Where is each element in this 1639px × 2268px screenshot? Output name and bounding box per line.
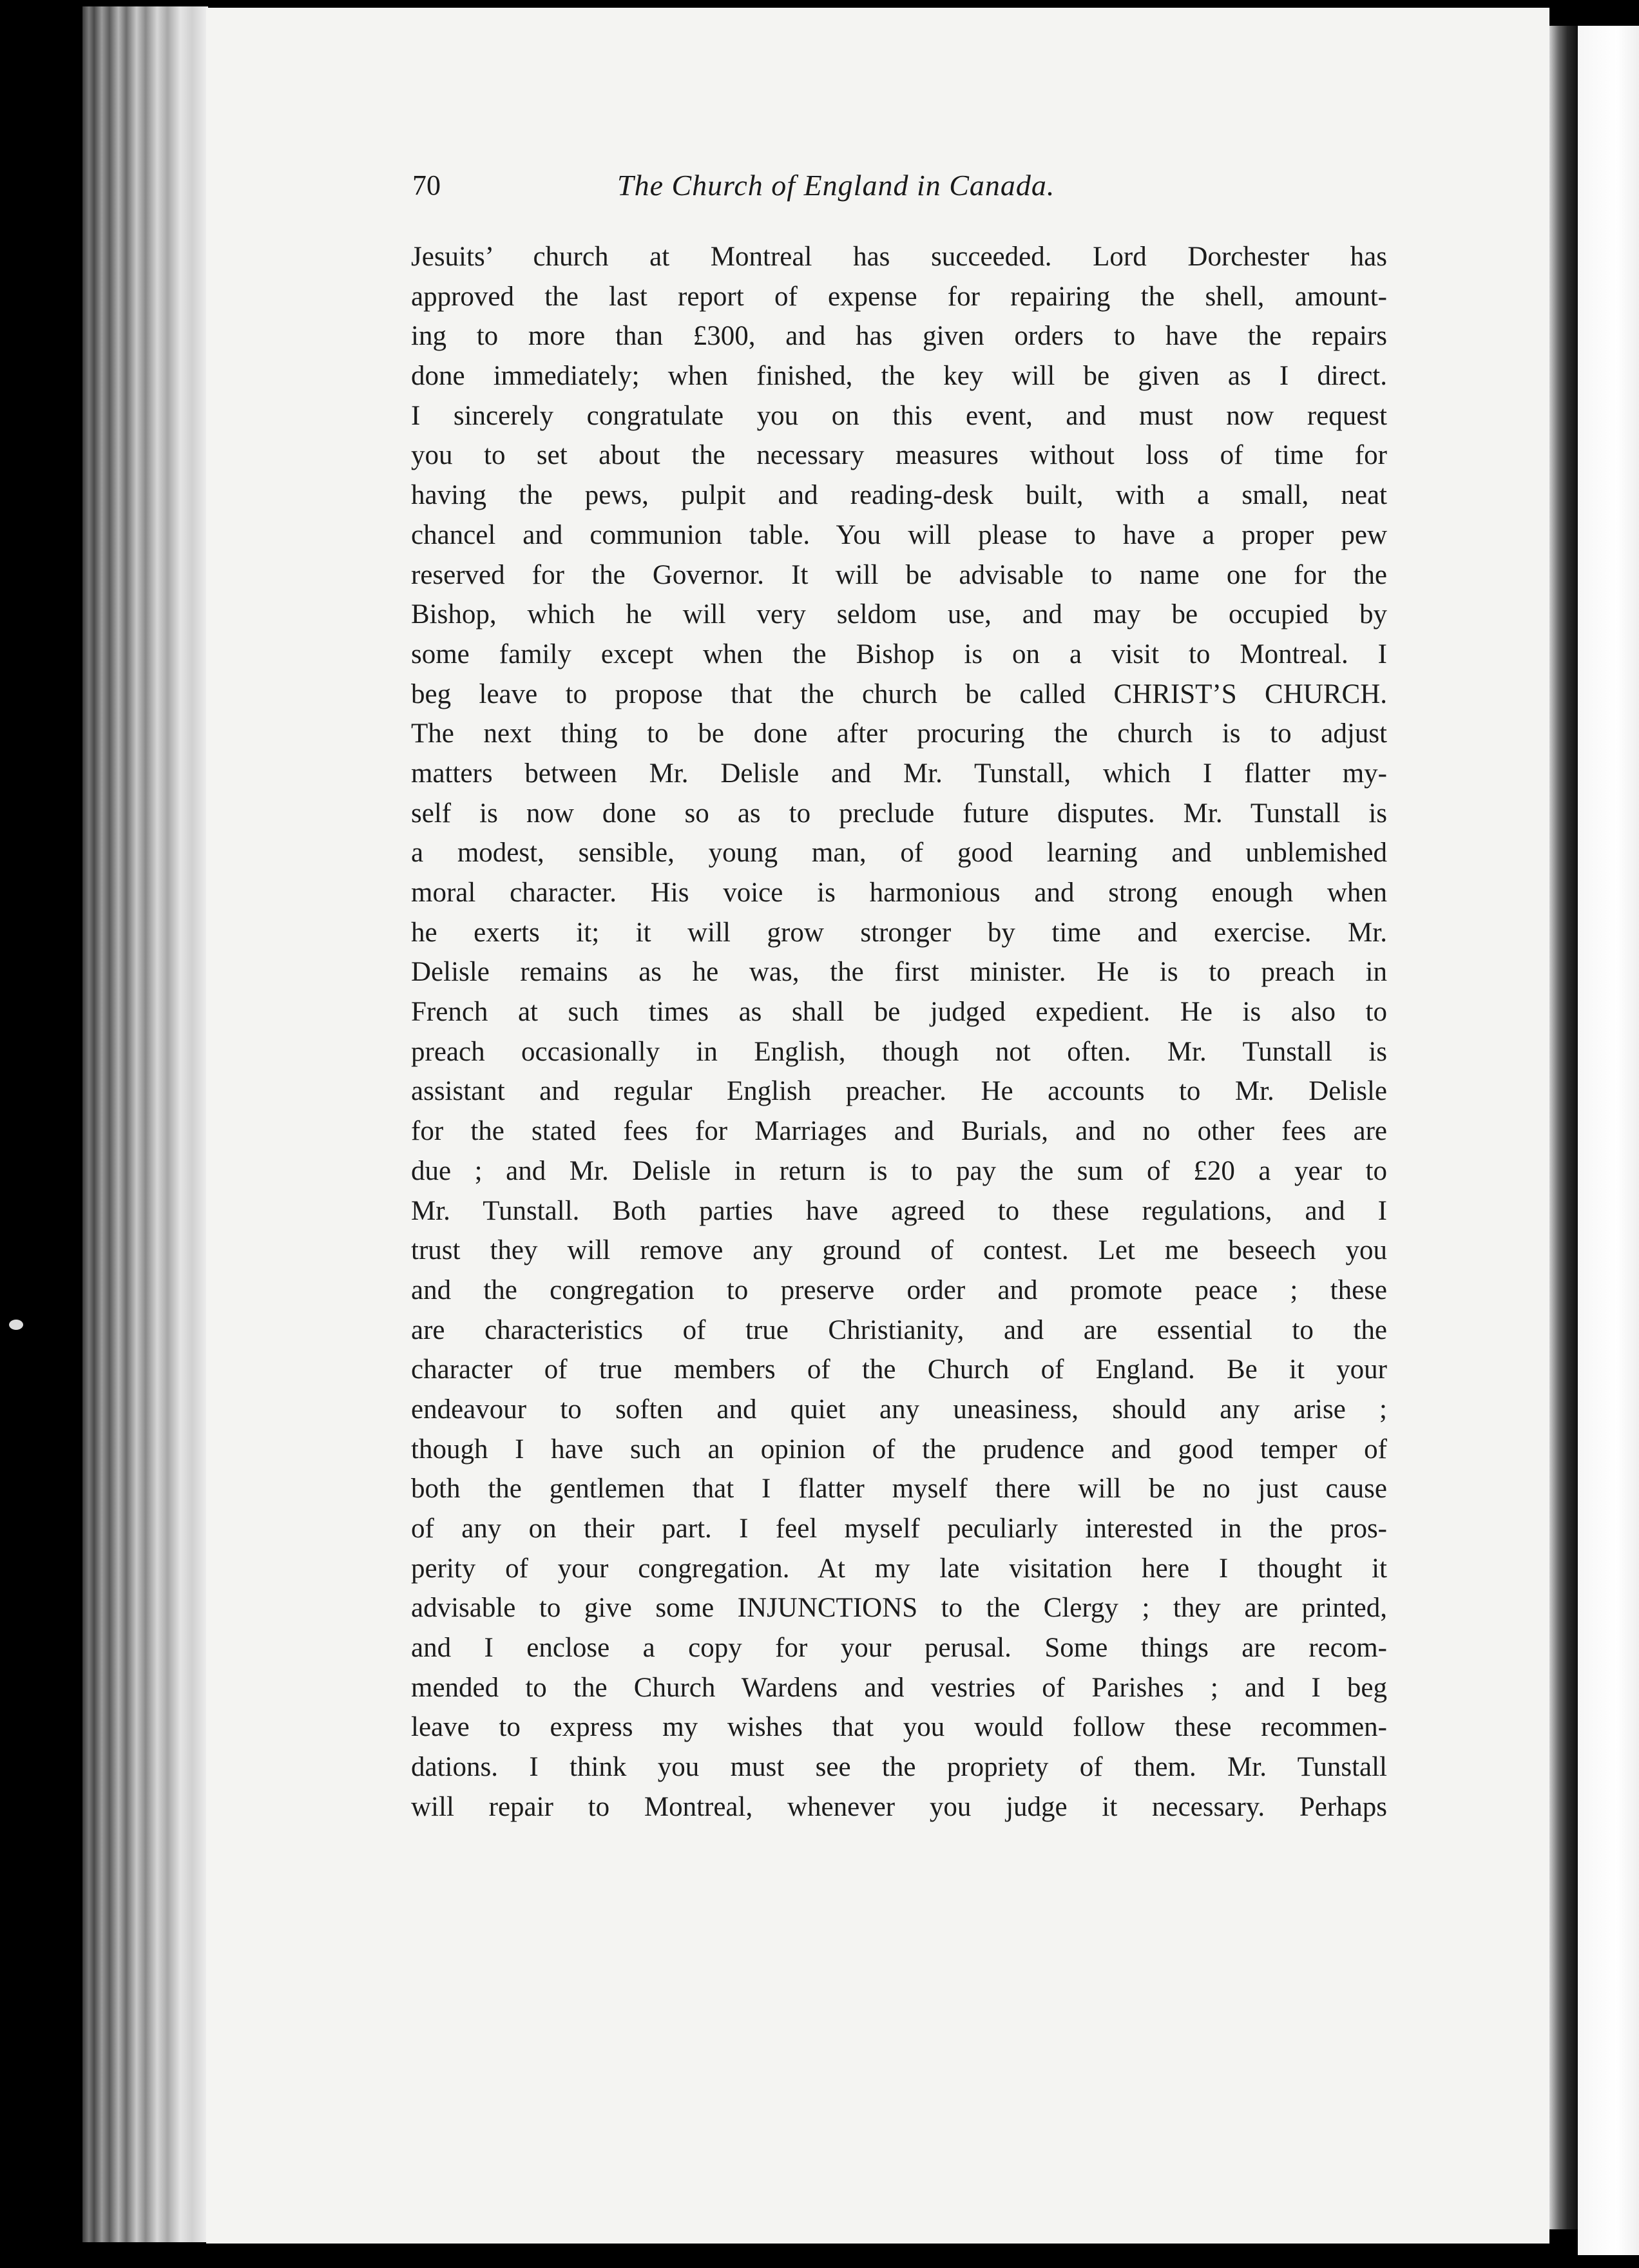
running-head: The Church of England in Canada.: [617, 169, 1055, 202]
text-line: having the pews, pulpit and reading-desk built, with a small, neat: [411, 480, 1387, 511]
body-text: [411, 237, 1387, 1827]
text-line: beg leave to propose that the church be called CHRIST’S CHURCH.: [411, 678, 1387, 709]
text-line: The next thing to be done after procuring the church is to adjust: [411, 718, 1387, 749]
text-line: though I have such an opinion of the prudence and good temper of: [411, 1434, 1387, 1465]
page-header: [412, 166, 1176, 218]
text-line: approved the last report of expense for repairing the shell, amount-: [411, 281, 1387, 312]
scan-artifact: [9, 1320, 23, 1330]
text-line: will repair to Montreal, whenever you judge it necessary. Perhaps: [411, 1791, 1387, 1822]
text-line: of any on their part. I feel myself peculiarly interested in the pros-: [411, 1514, 1387, 1544]
text-line: are characteristics of true Christianity, and are essential to the: [411, 1314, 1387, 1345]
text-line: endeavour to soften and quiet any uneasiness, should any arise ;: [411, 1394, 1387, 1425]
facing-page-edge: [1578, 26, 1639, 2255]
text-line: due ; and Mr. Delisle in return is to pay the sum of £20 a year to: [411, 1155, 1387, 1186]
text-line: advisable to give some INJUNCTIONS to the Clergy ; they are printed,: [411, 1593, 1387, 1624]
text-line: perity of your congregation. At my late visitation here I thought it: [411, 1553, 1387, 1584]
text-line: chancel and communion table. You will please to have a proper pew: [411, 519, 1387, 550]
text-line: I sincerely congratulate you on this event, and must now request: [411, 400, 1387, 431]
text-line: done immediately; when finished, the key will be given as I direct.: [411, 361, 1387, 392]
text-line: leave to express my wishes that you would follow these recommen-: [411, 1712, 1387, 1743]
text-line: trust they will remove any ground of contest. Let me beseech you: [411, 1235, 1387, 1266]
text-line: dations. I think you must see the propriety of them. Mr. Tunstall: [411, 1752, 1387, 1783]
text-line: preach occasionally in English, though not often. Mr. Tunstall is: [411, 1036, 1387, 1067]
text-line: moral character. His voice is harmonious and strong enough when: [411, 878, 1387, 908]
text-line: mended to the Church Wardens and vestries of Parishes ; and I beg: [411, 1672, 1387, 1703]
text-line: you to set about the necessary measures without loss of time for: [411, 440, 1387, 471]
text-line: he exerts it; it will grow stronger by time and exercise. Mr.: [411, 917, 1387, 948]
text-line: Jesuits’ church at Montreal has succeeded. Lord Dorchester has: [411, 242, 1387, 272]
text-line: assistant and regular English preacher. He accounts to Mr. Delisle: [411, 1076, 1387, 1107]
text-line: French at such times as shall be judged expedient. He is also to: [411, 997, 1387, 1028]
binding-gutter: [1549, 26, 1578, 2229]
text-line: Bishop, which he will very seldom use, and may be occupied by: [411, 599, 1387, 630]
text-line: a modest, sensible, young man, of good learning and unblemished: [411, 838, 1387, 869]
text-line: reserved for the Governor. It will be advisable to name one for the: [411, 559, 1387, 590]
page-edges: [82, 6, 208, 2242]
text-line: some family except when the Bishop is on a visit to Montreal. I: [411, 639, 1387, 669]
text-line: and the congregation to preserve order and promote peace ; these: [411, 1274, 1387, 1305]
text-line: ing to more than £300, and has given orders to have the repairs: [411, 321, 1387, 352]
text-line: Mr. Tunstall. Both parties have agreed to these regulations, and I: [411, 1195, 1387, 1226]
text-line: for the stated fees for Marriages and Burials, and no other fees are: [411, 1116, 1387, 1147]
text-line: Delisle remains as he was, the first minister. He is to preach in: [411, 957, 1387, 988]
page-number: 70: [412, 169, 441, 201]
text-line: both the gentlemen that I flatter myself there will be no just cause: [411, 1474, 1387, 1504]
text-line: character of true members of the Church of England. Be it your: [411, 1354, 1387, 1385]
text-line: matters between Mr. Delisle and Mr. Tunstall, which I flatter my-: [411, 758, 1387, 789]
text-line: and I enclose a copy for your perusal. Some things are recom-: [411, 1633, 1387, 1664]
text-line: self is now done so as to preclude future disputes. Mr. Tunstall is: [411, 798, 1387, 829]
